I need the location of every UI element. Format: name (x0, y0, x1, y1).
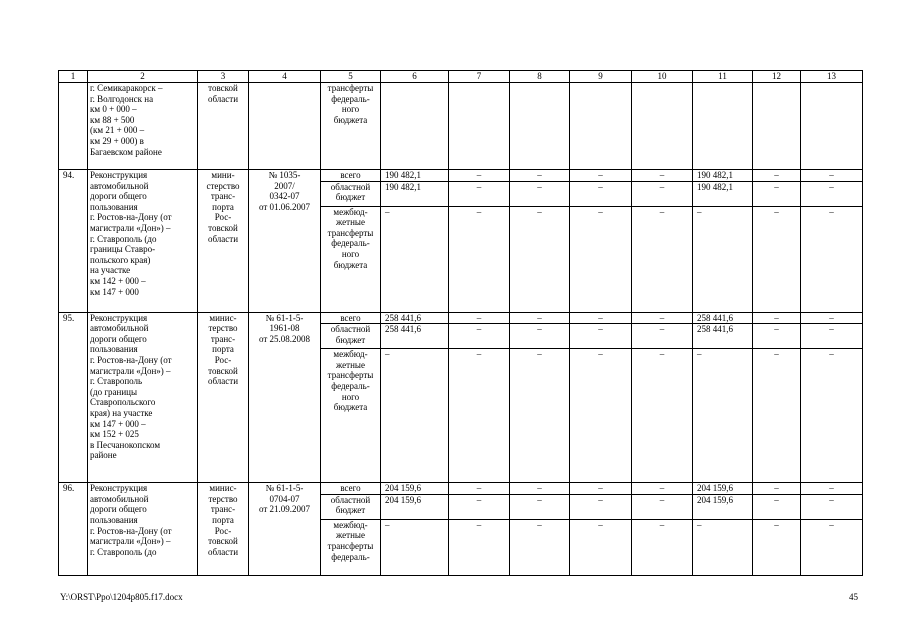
value-cell (510, 83, 570, 170)
column-number: 1 (59, 71, 88, 83)
row-number-cell: 94. (59, 170, 88, 313)
value-cell: – (753, 170, 801, 182)
value-cell: 258 441,6 (693, 324, 753, 349)
value-cell: – (510, 483, 570, 495)
value-cell: – (510, 324, 570, 349)
funding-source-cell: трансферты федераль- ного бюджета (321, 83, 381, 170)
row-number-cell: 96. (59, 483, 88, 576)
value-cell: 204 159,6 (381, 494, 449, 519)
column-number: 11 (693, 71, 753, 83)
column-number: 4 (249, 71, 321, 83)
customer-cell: мини- стерство транс- порта Рос- товской области (198, 170, 249, 313)
document-cell: № 1035- 2007/ 0342-07 от 01.06.2007 (249, 170, 321, 313)
customer-cell: товской области (198, 83, 249, 170)
value-cell: – (801, 170, 863, 182)
value-cell: 190 482,1 (381, 170, 449, 182)
footer-page-number: 45 (849, 592, 858, 602)
value-cell (693, 83, 753, 170)
value-cell (381, 83, 449, 170)
funding-source-cell: всего (321, 170, 381, 182)
column-number: 12 (753, 71, 801, 83)
value-cell: – (449, 519, 510, 575)
value-cell: – (753, 519, 801, 575)
value-cell: – (510, 206, 570, 312)
column-number: 5 (321, 71, 381, 83)
funding-source-cell: межбюд- жетные трансферты федераль- (321, 519, 381, 575)
value-cell: – (570, 349, 632, 483)
value-cell: – (381, 206, 449, 312)
footer-file-path: Y:\ORST\Ppo\1204p805.f17.docx (60, 592, 183, 602)
row-number-cell: 95. (59, 312, 88, 483)
continuation-row (59, 83, 863, 170)
table-row (59, 170, 863, 182)
value-cell: – (449, 494, 510, 519)
column-number-row (59, 71, 863, 83)
table-row (59, 312, 863, 324)
funding-source-cell: областной бюджет (321, 324, 381, 349)
value-cell: – (570, 483, 632, 495)
value-cell: – (570, 170, 632, 182)
value-cell: – (632, 494, 693, 519)
value-cell: – (753, 312, 801, 324)
value-cell: 204 159,6 (693, 494, 753, 519)
value-cell: – (449, 206, 510, 312)
value-cell: – (753, 324, 801, 349)
table-row (59, 483, 863, 495)
object-cell: Реконструкция автомобильной дороги общего пользования г. Ростов-на-Дону (от магистрали «Дон») – г. Ставрополь (до границы Ставро- польского края) на участке км 142 + 000 – км 147 + 000 (88, 170, 198, 313)
value-cell: – (510, 494, 570, 519)
value-cell: – (632, 206, 693, 312)
value-cell: – (753, 349, 801, 483)
column-number: 3 (198, 71, 249, 83)
value-cell (632, 83, 693, 170)
value-cell (449, 83, 510, 170)
object-cell: г. Семикаракорск – г. Волгодонск на км 0 + 000 – км 88 + 500 (км 21 + 000 – км 29 + 000) в Багаевском районе (88, 83, 198, 170)
table-body (59, 71, 863, 576)
value-cell: – (570, 519, 632, 575)
customer-cell: минис- терство транс- порта Рос- товской области (198, 312, 249, 483)
value-cell: – (510, 519, 570, 575)
funding-source-cell: всего (321, 312, 381, 324)
value-cell: – (632, 324, 693, 349)
value-cell: – (381, 349, 449, 483)
funding-source-cell: межбюд- жетные трансферты федераль- ного бюджета (321, 349, 381, 483)
value-cell: – (693, 519, 753, 575)
value-cell: – (693, 206, 753, 312)
value-cell: 258 441,6 (381, 324, 449, 349)
document-cell (249, 83, 321, 170)
column-number: 9 (570, 71, 632, 83)
value-cell: – (801, 494, 863, 519)
value-cell: – (570, 494, 632, 519)
value-cell: – (449, 483, 510, 495)
funding-source-cell: областной бюджет (321, 181, 381, 206)
value-cell: – (510, 170, 570, 182)
value-cell: – (801, 349, 863, 483)
value-cell: – (449, 324, 510, 349)
value-cell: – (510, 181, 570, 206)
column-number: 6 (381, 71, 449, 83)
value-cell: 258 441,6 (381, 312, 449, 324)
document-cell: № 61-1-5- 1961-08 от 25.08.2008 (249, 312, 321, 483)
value-cell: – (753, 494, 801, 519)
value-cell: – (753, 483, 801, 495)
object-cell: Реконструкция автомобильной дороги общего пользования г. Ростов-на-Дону (от магистрали «Дон») – г. Ставрополь (до границы Ставропольского края) на участке км 147 + 000 – км 152 + 025 в Песчанокопском районе (88, 312, 198, 483)
column-number: 8 (510, 71, 570, 83)
value-cell: – (570, 181, 632, 206)
value-cell (801, 83, 863, 170)
value-cell: 258 441,6 (693, 312, 753, 324)
value-cell: – (801, 206, 863, 312)
column-number: 13 (801, 71, 863, 83)
value-cell: – (632, 170, 693, 182)
funding-source-cell: областной бюджет (321, 494, 381, 519)
row-number-cell (59, 83, 88, 170)
column-number: 7 (449, 71, 510, 83)
column-number: 2 (88, 71, 198, 83)
value-cell: – (449, 349, 510, 483)
value-cell: – (510, 349, 570, 483)
funding-source-cell: межбюд- жетные трансферты федераль- ного бюджета (321, 206, 381, 312)
value-cell: – (801, 312, 863, 324)
value-cell: – (570, 312, 632, 324)
value-cell: 204 159,6 (693, 483, 753, 495)
value-cell: – (632, 181, 693, 206)
value-cell: – (632, 483, 693, 495)
value-cell: – (449, 170, 510, 182)
program-table (58, 70, 863, 576)
value-cell: – (801, 483, 863, 495)
value-cell: – (801, 324, 863, 349)
object-cell: Реконструкция автомобильной дороги общего пользования г. Ростов-на-Дону (от магистрали «Дон») – г. Ставрополь (до (88, 483, 198, 576)
value-cell: 204 159,6 (381, 483, 449, 495)
funding-source-cell: всего (321, 483, 381, 495)
value-cell: – (632, 312, 693, 324)
value-cell: – (449, 181, 510, 206)
document-cell: № 61-1-5- 0704-07 от 21.09.2007 (249, 483, 321, 576)
value-cell: – (801, 519, 863, 575)
value-cell: – (570, 324, 632, 349)
value-cell: – (801, 181, 863, 206)
value-cell: – (449, 312, 510, 324)
value-cell: – (510, 312, 570, 324)
value-cell: – (693, 349, 753, 483)
customer-cell: минис- терство транс- порта Рос- товской области (198, 483, 249, 576)
value-cell: – (570, 206, 632, 312)
value-cell: 190 482,1 (381, 181, 449, 206)
value-cell: – (632, 349, 693, 483)
value-cell (570, 83, 632, 170)
column-number: 10 (632, 71, 693, 83)
value-cell: 190 482,1 (693, 181, 753, 206)
value-cell: – (753, 206, 801, 312)
value-cell: – (381, 519, 449, 575)
value-cell (753, 83, 801, 170)
value-cell: – (753, 181, 801, 206)
value-cell: – (632, 519, 693, 575)
value-cell: 190 482,1 (693, 170, 753, 182)
